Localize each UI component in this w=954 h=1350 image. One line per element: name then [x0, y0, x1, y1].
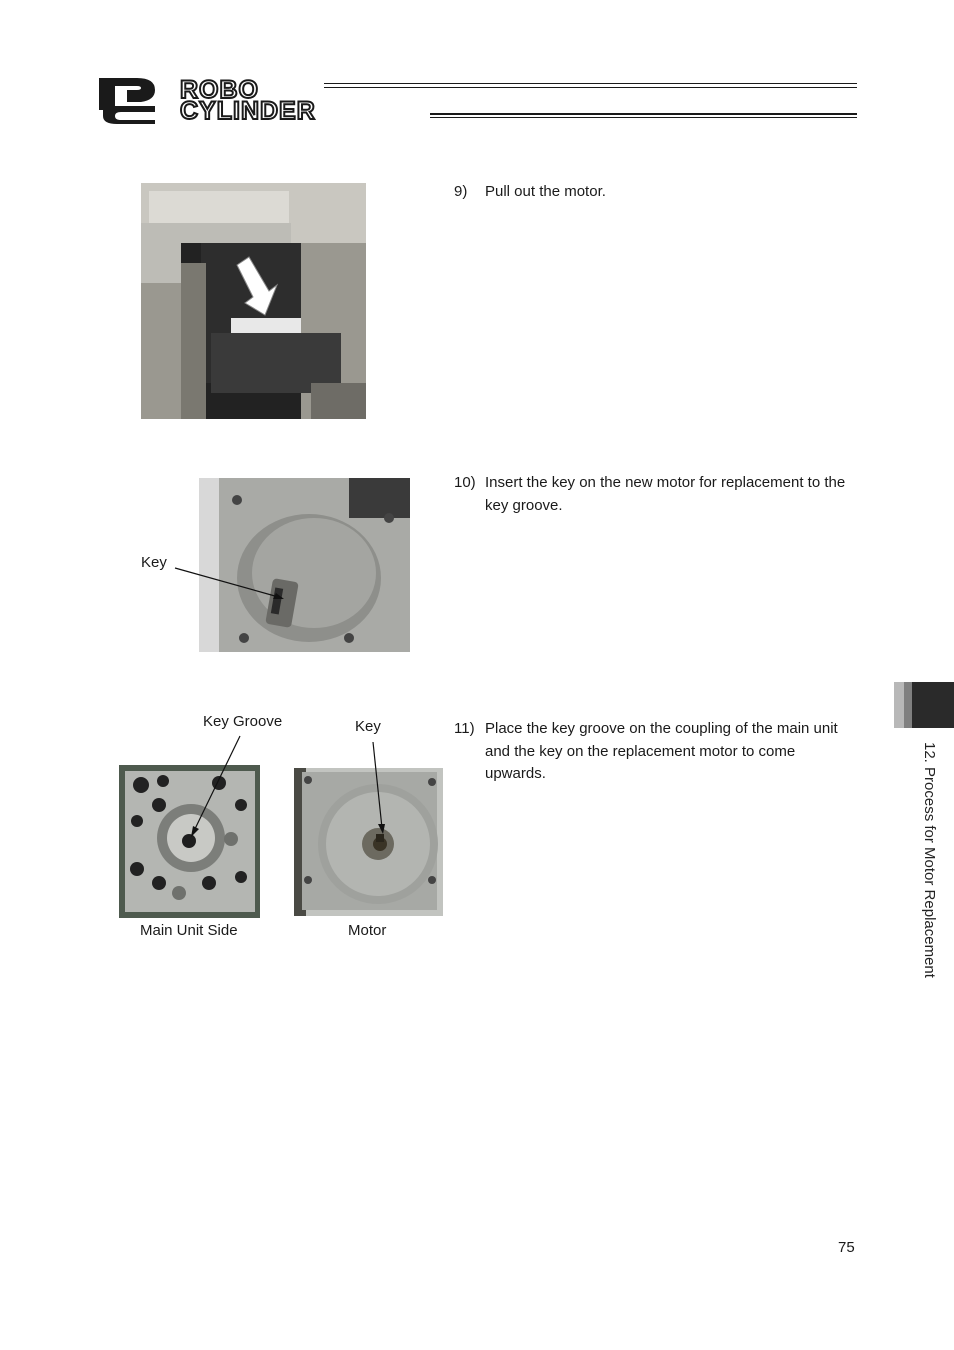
page-number: 75: [838, 1239, 855, 1256]
step-text: Insert the key on the new motor for replacement to the key groove.: [485, 474, 846, 514]
key-pointer-arrow: [170, 560, 290, 605]
step-10: [454, 472, 854, 517]
header-rule-bottom-2: [430, 117, 857, 118]
header-rule-top-1: [324, 83, 857, 84]
main-unit-side-caption: Main Unit Side: [140, 922, 238, 939]
step-number: 10): [454, 474, 476, 491]
motor-caption: Motor: [348, 922, 387, 939]
step-11: [454, 718, 854, 786]
chapter-side-label: 12. Process for Motor Replacement: [921, 742, 938, 978]
header-rule-bottom-1: [430, 113, 857, 115]
step-text: Place the key groove on the coupling of the main unit and the key on the replacement motor to come upwards.: [485, 720, 838, 782]
key-groove-label: Key Groove: [203, 713, 283, 730]
step-text: Pull out the motor.: [485, 183, 606, 200]
key-label: Key: [141, 554, 167, 571]
motor-pull-out-photo: [141, 183, 366, 419]
brand-line-1: ROBO: [180, 76, 259, 104]
key-groove-pointer-arrow: [185, 733, 245, 843]
motor-key-pointer-arrow: [370, 740, 390, 836]
chapter-tab: [894, 682, 954, 728]
key-label-2: Key: [355, 718, 381, 735]
replacement-motor-photo: [294, 768, 443, 916]
rc-logo-icon: [97, 76, 159, 126]
step-9: [454, 181, 854, 204]
step-number: 9): [454, 183, 468, 200]
step-number: 11): [454, 720, 475, 737]
header-rule-top-2: [324, 87, 857, 88]
brand-line-2: CYLINDER: [180, 97, 316, 125]
